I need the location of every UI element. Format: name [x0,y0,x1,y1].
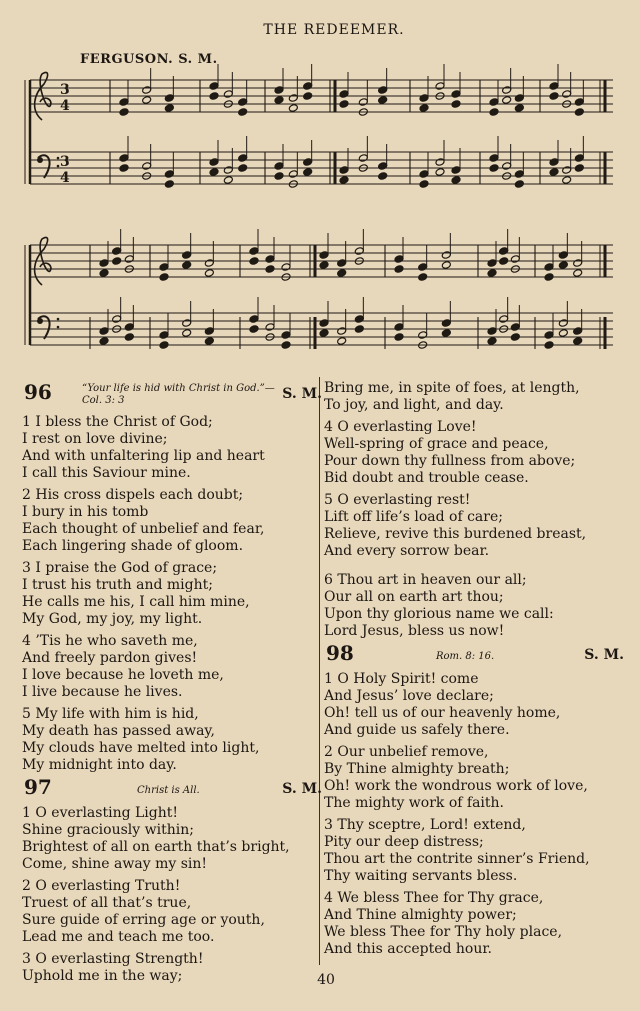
note-head [418,273,428,282]
hymn-number: 97 [24,775,52,799]
verse-line: I bury in his tomb [22,504,149,520]
note-head [182,251,192,260]
verse-line: And Jesus’ love declare; [324,688,494,704]
time-signature-bottom: 4 [60,170,70,186]
note-head [378,86,388,95]
stanza [22,414,322,482]
verse-line: 3 I praise the God of grace; [22,560,218,576]
verse-line: 6 Thou art in heaven our all; [324,572,527,588]
hymn-98-header [324,641,624,671]
note-head [238,98,248,107]
note-head [499,247,509,256]
meter: S. M. [584,647,624,663]
note-head [319,319,329,328]
stanza [324,817,624,885]
note-head [159,331,169,340]
note-head [378,172,388,181]
note-head [164,170,174,179]
hymn-97-text-part2 [324,380,624,640]
note-head [249,325,259,334]
note-head [288,94,298,103]
note-head [249,315,259,324]
verse-line: Come, shine away my sin! [22,856,208,872]
verse-line: Each lingering shade of gloom. [22,538,244,554]
note-head [164,180,174,189]
verse-line: And this accepted hour. [324,941,492,957]
verse-line: By Thine almighty breath; [324,761,510,777]
note-head [354,325,364,334]
music-score [0,0,640,375]
verse-line: Oh! work the wondrous work of love, [324,778,588,794]
hymn-number: 96 [24,380,52,404]
hymn-number: 98 [326,641,354,665]
bass-clef-dot [57,318,60,321]
verse-line: I call this Saviour mine. [22,465,191,481]
verse-line: 3 O everlasting Strength! [22,951,204,967]
note-head [562,90,572,99]
note-head [435,158,445,167]
page-number: 40 [317,972,335,988]
note-head [487,337,497,346]
note-head [164,94,174,103]
note-head [489,108,499,117]
note-head [510,255,520,264]
note-head [182,261,192,270]
verse-line: Thy waiting servants bless. [324,868,518,884]
note-head [288,170,298,179]
note-head [358,98,368,107]
verse-line: Shine graciously within; [22,822,194,838]
note-head [499,257,509,266]
tune-name: FERGUSON. S. M. [80,52,218,67]
note-head [339,166,349,175]
note-head [337,337,347,346]
time-signature-top: 3 [60,154,70,170]
note-head [502,86,512,95]
note-head [514,180,524,189]
meter: S. M. [282,386,322,402]
note-head [510,323,520,332]
note-head [558,329,568,338]
stanza [22,560,322,628]
note-head [514,94,524,103]
note-head [339,90,349,99]
stanza [324,744,624,812]
note-head [119,98,129,107]
verse-line: Truest of all that’s true, [22,895,192,911]
verse-line: He calls me his, I call him mine, [22,594,250,610]
note-head [549,158,559,167]
note-head [419,180,429,189]
note-head [337,269,347,278]
verse-line: 5 O everlasting rest! [324,492,471,508]
note-head [274,96,284,105]
note-head [544,263,554,272]
note-head [288,104,298,113]
right-column [324,380,624,963]
stanza [324,890,624,958]
note-head [558,251,568,260]
verse-line: Oh! tell us of our heavenly home, [324,705,561,721]
note-head [142,86,152,95]
note-head [418,263,428,272]
verse-line: We bless Thee for Thy holy place, [324,924,563,940]
stanza [22,878,322,946]
verse-line: 2 His cross dispels each doubt; [22,487,244,503]
note-head [451,90,461,99]
note-head [339,100,349,109]
note-head [274,86,284,95]
verse-line: Uphold me in the way; [22,968,183,984]
note-head [303,92,313,101]
note-head [441,329,451,338]
stanza [324,671,624,739]
note-head [124,255,134,264]
note-head [303,168,313,177]
note-head [573,337,583,346]
verse-line: Each thought of unbelief and fear, [22,521,265,537]
verse-line: 3 Thy sceptre, Lord! extend, [324,817,526,833]
note-head [354,247,364,256]
verse-line: 4 ’Tis he who saveth me, [22,633,198,649]
hymn-98-text [324,671,624,958]
time-signature-bottom: 4 [60,98,70,114]
note-head [562,166,572,175]
note-head [441,251,451,260]
verse-line: The mighty work of faith. [324,795,505,811]
scripture-reference: Rom. 8: 16. [436,651,495,662]
bass-clef-dot [57,157,60,160]
note-head [274,172,284,181]
note-head [354,315,364,324]
verse-line: My clouds have melted into light, [22,740,260,756]
note-head [419,94,429,103]
note-head [265,323,275,332]
note-head [249,247,259,256]
note-head [238,164,248,173]
verse-line: And with unfaltering lip and heart [22,448,265,464]
verse-line: I trust his truth and might; [22,577,213,593]
verse-line: 2 Our unbelief remove, [324,744,489,760]
verse-line: To joy, and light, and day. [324,397,504,413]
note-head [502,162,512,171]
note-head [209,82,219,91]
note-head [544,273,554,282]
note-head [549,168,559,177]
verse-line: 1 I bless the Christ of God; [22,414,213,430]
stanza [22,487,322,555]
note-head [99,337,109,346]
verse-line: My midnight into day. [22,757,177,773]
stanza [324,492,624,560]
note-head [204,337,214,346]
note-head [281,263,291,272]
note-head [204,259,214,268]
verse-line: I live because he lives. [22,684,183,700]
note-head [265,265,275,274]
note-head [441,261,451,270]
verse-line: Bring me, in spite of foes, at length, [324,380,580,396]
note-head [489,154,499,163]
hymn-97-text-part1 [22,805,322,985]
note-head [549,92,559,101]
stanza [22,805,322,873]
note-head [544,341,554,350]
staff-lines [30,80,613,345]
verse-line: And Thine almighty power; [324,907,517,923]
note-head [339,176,349,185]
note-head [204,327,214,336]
note-head [303,82,313,91]
verse-line: Sure guide of erring age or youth, [22,912,265,928]
note-head [337,327,347,336]
note-head [435,168,445,177]
note-head [99,259,109,268]
note-head [303,158,313,167]
meter: S. M. [282,781,322,797]
note-head [419,104,429,113]
verse-line: My God, my joy, my light. [22,611,203,627]
stanza [324,572,624,640]
verse-line: Lord Jesus, bless us now! [324,623,505,639]
note-head [159,341,169,350]
note-head [204,269,214,278]
verse-line: And freely pardon gives! [22,650,198,666]
verse-line: Pour down thy fullness from above; [324,453,576,469]
verse-line: 1 O Holy Spirit! come [324,671,479,687]
verse-line: 1 O everlasting Light! [22,805,179,821]
hymn-96-header [22,380,322,414]
stanza [324,419,624,487]
note-head [499,315,509,324]
note-head [159,273,169,282]
note-head [489,164,499,173]
note-head [573,259,583,268]
note-head [238,154,248,163]
note-head [281,341,291,350]
note-head [319,251,329,260]
verse-line: And every sorrow bear. [324,543,490,559]
note-head [487,259,497,268]
verse-line: Thou art the contrite sinner’s Friend, [324,851,590,867]
hymn-96-text [22,414,322,774]
note-head [265,255,275,264]
note-head [209,168,219,177]
note-head [223,166,233,175]
barlines [25,80,605,349]
note-head [451,100,461,109]
note-head [182,319,192,328]
note-head [358,154,368,163]
verse-line: I rest on love divine; [22,431,168,447]
verse-line: I love because he loveth me, [22,667,224,683]
verse-line: Upon thy glorious name we call: [324,606,554,622]
note-head [574,164,584,173]
hymn-97-header [22,775,322,805]
notes [99,64,584,349]
note-head [281,331,291,340]
note-head [573,269,583,278]
note-head [451,166,461,175]
note-head [223,176,233,185]
note-head [119,108,129,117]
verse-line: My death has passed away, [22,723,215,739]
note-head [574,108,584,117]
note-head [489,98,499,107]
note-head [510,333,520,342]
bass-clef-dot [57,165,60,168]
note-head [99,269,109,278]
verse-line: Pity our deep distress; [324,834,484,850]
note-head [99,327,109,336]
verse-line: Lead me and teach me too. [22,929,215,945]
note-head [435,82,445,91]
verse-line: Our all on earth art thou; [324,589,504,605]
note-head [112,247,122,256]
bass-clef-dot [57,326,60,329]
note-head [394,323,404,332]
note-head [182,329,192,338]
note-head [159,263,169,272]
note-head [209,92,219,101]
note-head [558,319,568,328]
verse-line: 5 My life with him is hid, [22,706,199,722]
note-head [418,331,428,340]
note-head [441,319,451,328]
note-head [378,162,388,171]
note-head [558,261,568,270]
note-head [164,104,174,113]
note-head [549,82,559,91]
verse-line: 4 O everlasting Love! [324,419,477,435]
stanza [22,706,322,774]
time-signature-top: 3 [60,82,70,98]
note-head [142,96,152,105]
note-head [514,170,524,179]
note-head [209,158,219,167]
note-head [487,269,497,278]
note-head [514,104,524,113]
verse-line: Relieve, revive this burdened breast, [324,526,587,542]
verse-line: Lift off life’s load of care; [324,509,503,525]
verse-line: Well-spring of grace and peace, [324,436,549,452]
note-head [451,176,461,185]
note-head [574,98,584,107]
note-head [419,170,429,179]
stanza [22,633,322,701]
note-head [574,154,584,163]
note-head [544,331,554,340]
scripture-reference: Christ is All. [137,785,200,796]
note-head [124,323,134,332]
left-column [22,380,322,990]
verse-line: 4 We bless Thee for Thy grace, [324,890,544,906]
note-head [394,265,404,274]
scripture-reference: “Your life is hid with Christ in God.”— Col. 3: 3 [82,383,275,406]
note-head [119,154,129,163]
verse-line: And guide us safely there. [324,722,510,738]
note-head [394,255,404,264]
note-head [112,315,122,324]
note-head [112,257,122,266]
note-head [573,327,583,336]
note-head [223,90,233,99]
note-head [238,108,248,117]
running-head: THE REDEEMER. [263,22,405,38]
note-head [378,96,388,105]
verse-line: Brightest of all on earth that’s bright, [22,839,290,855]
note-head [562,176,572,185]
verse-line: 2 O everlasting Truth! [22,878,181,894]
note-head [337,259,347,268]
note-head [319,261,329,270]
note-head [142,162,152,171]
note-head [249,257,259,266]
note-head [124,333,134,342]
note-head [394,333,404,342]
note-head [119,164,129,173]
note-head [319,329,329,338]
note-head [274,162,284,171]
note-head [487,327,497,336]
note-head [502,96,512,105]
verse-line: Bid doubt and trouble cease. [324,470,529,486]
stanza-continued [324,380,624,414]
